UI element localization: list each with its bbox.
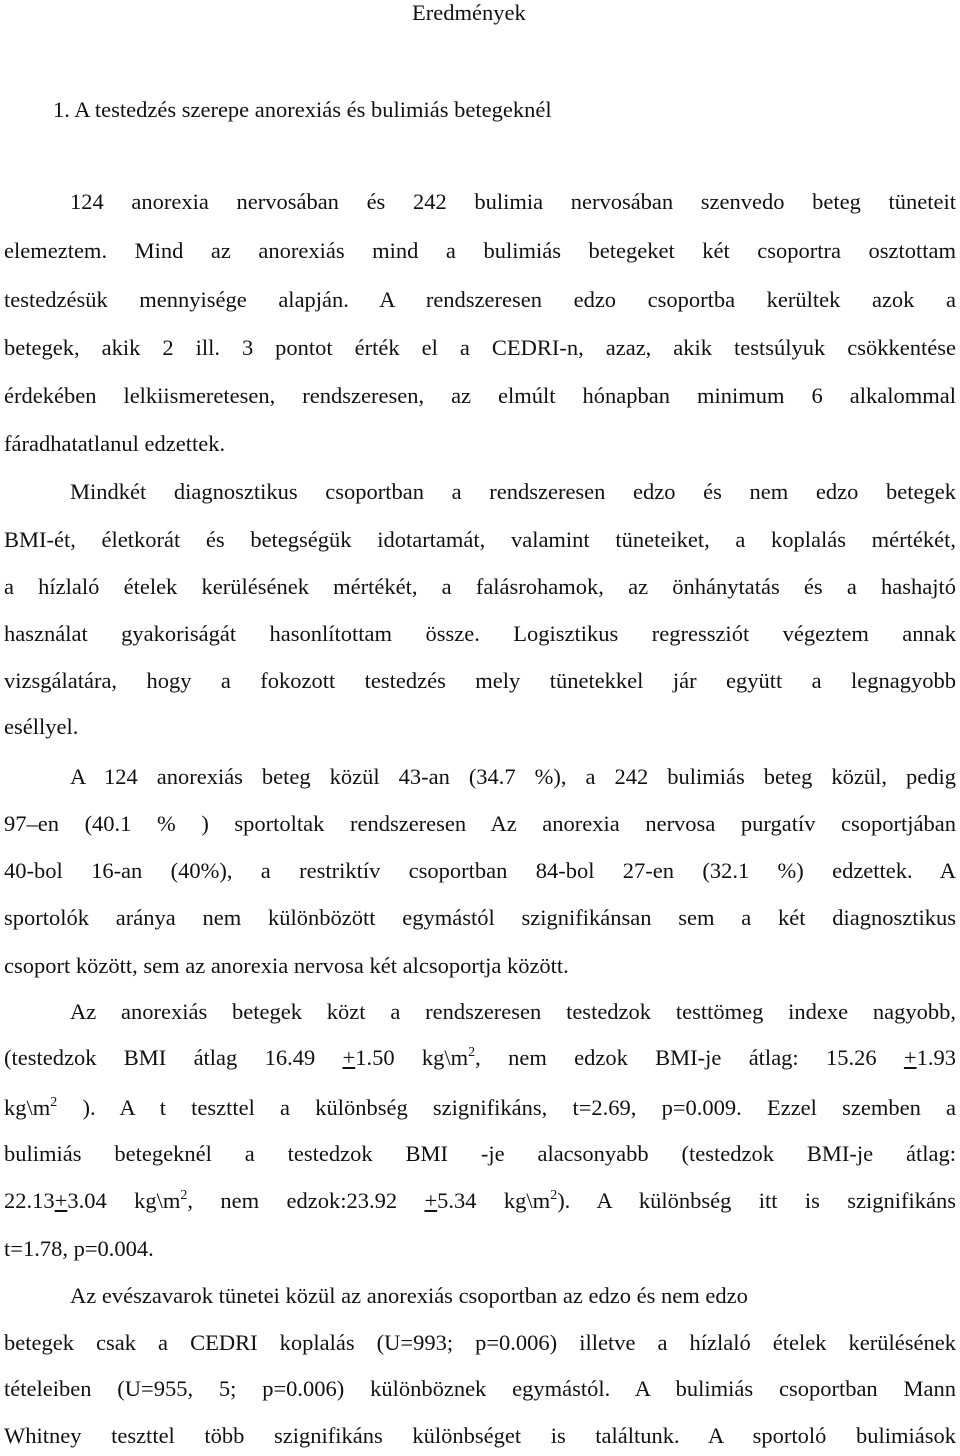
paragraph-line: Az evészavarok tünetei közül az anorexiás csoportban az edzo és nem edzo <box>70 1283 748 1308</box>
paragraph-line-bmi <box>4 1097 956 1120</box>
paragraph-line: t=1.78, p=0.004. <box>4 1236 154 1261</box>
paragraph-line: betegek csak a CEDRI koplalás (U=993; p=0.006) illetve a hízlaló ételek kerülésének <box>4 1330 956 1355</box>
text-run: ). A különbség itt is szignifikáns <box>557 1188 956 1213</box>
text-run: , nem edzok BMI-je átlag: 15.26 <box>475 1045 904 1070</box>
superscript: 2 <box>180 1188 188 1203</box>
paragraph-line: érdekében lelkiismeretesen, rendszeresen, az elmúlt hónapban minimum 6 alkalommal <box>4 383 956 408</box>
paragraph-line: testedzésük mennyisége alapján. A rendszeresen edzo csoportba kerültek azok a <box>4 287 956 312</box>
superscript: 2 <box>550 1188 558 1203</box>
paragraph-line: 97–en (40.1 % ) sportoltak rendszeresen Az anorexia nervosa purgatív csoportjában <box>4 811 956 836</box>
superscript: 2 <box>468 1045 476 1060</box>
text-run: 3.04 kg\m <box>67 1188 181 1213</box>
plus-minus-symbol: + <box>342 1045 356 1070</box>
paragraph-line: a hízlaló ételek kerülésének mértékét, a falásrohamok, az önhánytatás és a hashajtó <box>4 574 956 599</box>
paragraph-line: vizsgálatára, hogy a fokozott testedzés mely tünetekkel jár együtt a legnagyobb <box>4 668 956 693</box>
section-heading: 1. A testedzés szerepe anorexiás és bulimiás betegeknél <box>53 97 552 122</box>
paragraph-line-bmi <box>4 1047 956 1070</box>
paragraph-line: 124 anorexia nervosában és 242 bulimia nervosában szenvedo beteg tüneteit <box>70 189 956 214</box>
paragraph-line: Mindkét diagnosztikus csoportban a rendszeresen edzo és nem edzo betegek <box>70 479 956 504</box>
text-run: (testedzok BMI átlag 16.49 <box>4 1045 343 1070</box>
paragraph-line: csoport között, sem az anorexia nervosa két alcsoportja között. <box>4 953 569 978</box>
paragraph-line: sportolók aránya nem különbözött egymástól szignifikánsan sem a két diagnosztikus <box>4 905 956 930</box>
paragraph-line-bmi <box>4 1190 956 1213</box>
text-run: 22.13 <box>4 1188 55 1213</box>
plus-minus-symbol: + <box>424 1188 438 1213</box>
paragraph-line: eséllyel. <box>4 714 79 739</box>
text-run: 1.93 <box>916 1045 956 1070</box>
plus-minus-symbol: + <box>54 1188 68 1213</box>
text-run: , nem edzok:23.92 <box>187 1188 425 1213</box>
paragraph-line: fáradhatatlanul edzettek. <box>4 431 226 456</box>
paragraph-line: tételeiben (U=955, 5; p=0.006) különböznek egymástól. A bulimiás csoportban Mann <box>4 1376 956 1401</box>
paragraph-line: Az anorexiás betegek közt a rendszeresen testedzok testtömeg indexe nagyobb, <box>70 999 956 1024</box>
text-run: 5.34 kg\m <box>437 1188 551 1213</box>
paragraph-line: Whitney teszttel több szignifikáns különbséget is találtunk. A sportoló bulimiások <box>4 1423 956 1448</box>
paragraph-line: 40-bol 16-an (40%), a restriktív csoportban 84-bol 27-en (32.1 %) edzettek. A <box>4 858 956 883</box>
paragraph-line: A 124 anorexiás beteg közül 43-an (34.7 %), a 242 bulimiás beteg közül, pedig <box>70 764 956 789</box>
superscript: 2 <box>50 1095 58 1110</box>
paragraph-line: BMI-ét, életkorát és betegségük idotartamát, valamint tüneteiket, a koplalás mértékét, <box>4 527 956 552</box>
plus-minus-symbol: + <box>903 1045 917 1070</box>
text-run: kg\m <box>4 1095 51 1120</box>
text-run: 1.50 kg\m <box>355 1045 469 1070</box>
paragraph-line: betegek, akik 2 ill. 3 pontot érték el a CEDRI-n, azaz, akik testsúlyuk csökkentése <box>4 335 956 360</box>
document-title: Eredmények <box>412 0 526 25</box>
paragraph-line: bulimiás betegeknél a testedzok BMI -je alacsonyabb (testedzok BMI-je átlag: <box>4 1141 956 1166</box>
paragraph-line: elemeztem. Mind az anorexiás mind a bulimiás betegeket két csoportra osztottam <box>4 238 956 263</box>
text-run: ). A t teszttel a különbség szignifikáns, t=2.69, p=0.009. Ezzel szemben a <box>57 1095 956 1120</box>
paragraph-line: használat gyakoriságát hasonlítottam össze. Logisztikus regressziót végeztem annak <box>4 621 956 646</box>
